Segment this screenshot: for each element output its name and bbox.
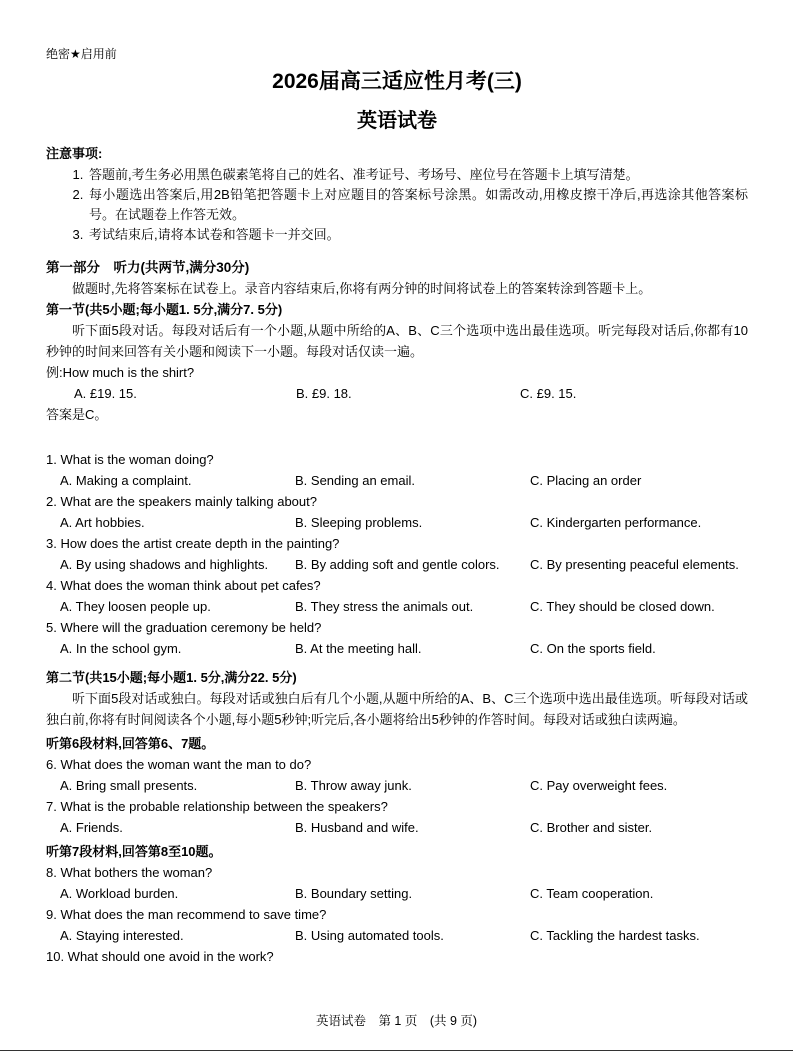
question-text: 10. What should one avoid in the work? xyxy=(46,949,274,964)
option-b: B. Boundary setting. xyxy=(295,886,413,901)
options-row xyxy=(46,775,748,796)
option-c: C. Team cooperation. xyxy=(530,886,654,901)
option-a: A. They loosen people up. xyxy=(60,599,211,614)
page-bottom-rule xyxy=(0,1050,793,1051)
option-a: A. In the school gym. xyxy=(60,641,182,656)
question-text: 4. What does the woman think about pet cafes? xyxy=(46,578,321,593)
option-b: B. Throw away junk. xyxy=(295,778,412,793)
option-a: A. Friends. xyxy=(60,820,123,835)
page-subtitle: 英语试卷 xyxy=(357,110,437,132)
part1-heading: 第一部分 听力(共两节,满分30分) xyxy=(46,260,250,275)
question-3 xyxy=(46,533,748,575)
material-header-7: 听第7段材料,回答第8至10题。 xyxy=(46,844,222,859)
question-text: 2. What are the speakers mainly talking about? xyxy=(46,494,317,509)
question-7 xyxy=(46,796,748,838)
question-text: 7. What is the probable relationship between the speakers? xyxy=(46,799,388,814)
options-row xyxy=(46,470,748,491)
option-c: C. Kindergarten performance. xyxy=(530,515,702,530)
section1-instruction: 听下面5段对话。每段对话后有一个小题,从题中所给的A、B、C三个选项中选出最佳选项。听完每段对话后,你都有10秒钟的时间来回答有关小题和阅读下一小题。每段对话仅读一遍。 xyxy=(46,323,748,359)
option-a: A. Bring small presents. xyxy=(60,778,198,793)
options-row xyxy=(46,596,748,617)
material-header-6: 听第6段材料,回答第6、7题。 xyxy=(46,736,215,751)
secret-label: 绝密★启用前 xyxy=(46,47,117,61)
option-b: B. Using automated tools. xyxy=(295,928,444,943)
option-b: B. Husband and wife. xyxy=(295,820,419,835)
option-a: A. Making a complaint. xyxy=(60,473,192,488)
question-text: 6. What does the woman want the man to do? xyxy=(46,757,312,772)
question-1 xyxy=(46,449,748,491)
option-a: A. Workload burden. xyxy=(60,886,179,901)
question-text: 5. Where will the graduation ceremony be held? xyxy=(46,620,322,635)
listening-intro: 做题时,先将答案标在试卷上。录音内容结束后,你将有两分钟的时间将试卷上的答案转涂到答题卡上。 xyxy=(72,281,652,296)
section2-instruction: 听下面5段对话或独白。每段对话或独白后有几个小题,从题中所给的A、B、C三个选项中选出最佳选项。听每段对话或独白前,你将有时间阅读各个小题,每小题5秒钟;听完后,各小题将给出5秒钟的作答时间。每段对话或独白读两遍。 xyxy=(46,691,748,727)
options-row xyxy=(46,883,748,904)
notice-item-2: 2. 每小题选出答案后,用2B铅笔把答题卡上对应题目的答案标号涂黑。如需改动,用橡皮擦干净后,再选涂其他答案标号。在试题卷上作答无效。 xyxy=(87,185,748,225)
question-5 xyxy=(46,617,748,659)
section1-questions xyxy=(46,449,748,659)
option-b: B. Sleeping problems. xyxy=(295,515,423,530)
example-option-a: A. £19. 15. xyxy=(74,386,137,401)
option-a: A. Art hobbies. xyxy=(60,515,145,530)
question-8 xyxy=(46,862,748,904)
option-b: B. Sending an email. xyxy=(295,473,415,488)
question-9 xyxy=(46,904,748,946)
options-row xyxy=(46,925,748,946)
option-b: B. They stress the animals out. xyxy=(295,599,474,614)
question-6 xyxy=(46,754,748,796)
question-text: 1. What is the woman doing? xyxy=(46,452,214,467)
question-text: 9. What does the man recommend to save time? xyxy=(46,907,327,922)
section1-heading: 第一节(共5小题;每小题1. 5分,满分7. 5分) xyxy=(46,302,283,317)
question-text: 8. What bothers the woman? xyxy=(46,865,213,880)
option-c: C. Placing an order xyxy=(530,473,642,488)
options-row xyxy=(46,512,748,533)
option-c: C. They should be closed down. xyxy=(530,599,715,614)
section2-heading: 第二节(共15小题;每小题1. 5分,满分22. 5分) xyxy=(46,670,297,685)
example-options-row xyxy=(46,383,748,404)
option-b: B. By adding soft and gentle colors. xyxy=(295,557,500,572)
option-c: C. Tackling the hardest tasks. xyxy=(530,928,700,943)
option-c: C. On the sports field. xyxy=(530,641,656,656)
example-prompt: 例:How much is the shirt? xyxy=(46,365,195,380)
page-footer: 英语试卷 第 1 页 (共 9 页) xyxy=(315,1014,478,1028)
option-c: C. Pay overweight fees. xyxy=(530,778,668,793)
option-c: C. Brother and sister. xyxy=(530,820,653,835)
example-option-b: B. £9. 18. xyxy=(296,386,352,401)
option-a: A. By using shadows and highlights. xyxy=(60,557,269,572)
question-10 xyxy=(46,946,748,967)
options-row xyxy=(46,638,748,659)
option-c: C. By presenting peaceful elements. xyxy=(530,557,739,572)
question-text: 3. How does the artist create depth in the painting? xyxy=(46,536,340,551)
example-answer: 答案是C。 xyxy=(46,407,108,422)
notice-heading: 注意事项: xyxy=(46,146,103,161)
option-b: B. At the meeting hall. xyxy=(295,641,422,656)
question-2 xyxy=(46,491,748,533)
question-4 xyxy=(46,575,748,617)
notice-item-3: 3. 考试结束后,请将本试卷和答题卡一并交回。 xyxy=(87,225,748,245)
page-title: 2026届高三适应性月考(三) xyxy=(272,70,522,93)
option-a: A. Staying interested. xyxy=(60,928,184,943)
options-row xyxy=(46,817,748,838)
example-option-c: C. £9. 15. xyxy=(520,386,577,401)
options-row xyxy=(46,554,748,575)
notice-item-1: 1. 答题前,考生务必用黑色碳素笔将自己的姓名、准考证号、考场号、座位号在答题卡上填写清楚。 xyxy=(87,165,748,185)
notice-list xyxy=(46,165,748,245)
